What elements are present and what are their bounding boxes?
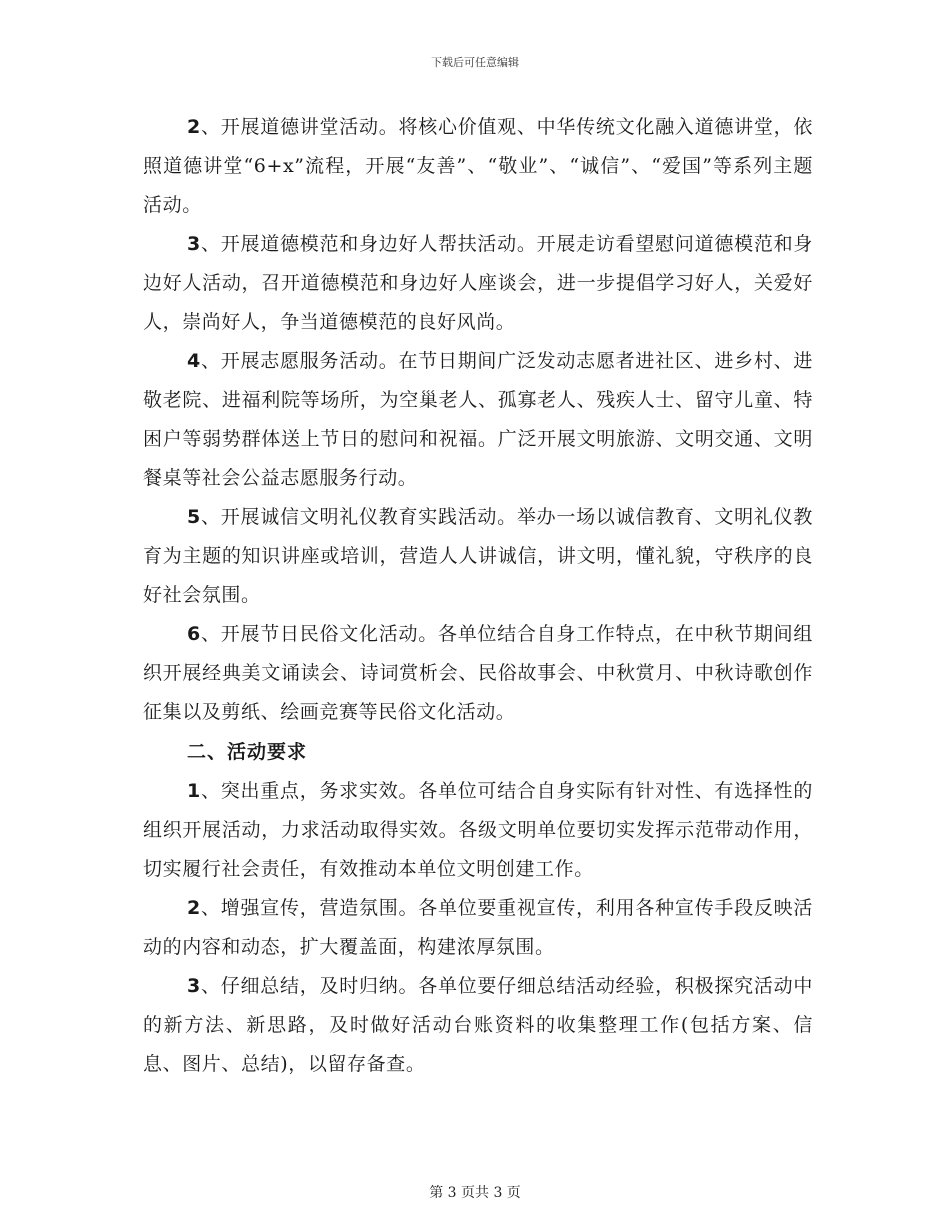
paragraph-number: 2 — [187, 116, 201, 138]
requirement-number: 3 — [187, 975, 201, 997]
paragraph-item-2 — [143, 108, 813, 225]
requirement-number: 1 — [187, 780, 201, 802]
requirement-number: 2 — [187, 897, 201, 919]
paragraph-item-5 — [143, 498, 813, 615]
paragraph-text: 、开展节日民俗文化活动。各单位结合自身工作特点，在中秋节期间组织开展经典美文诵读会、诗词赏析会、民俗故事会、中秋赏月、中秋诗歌创作征集以及剪纸、绘画竞赛等民俗文化活动。 — [143, 623, 813, 723]
paragraph-item-4 — [143, 342, 813, 498]
paragraph-number: 3 — [187, 233, 201, 255]
paragraph-text: 、开展道德讲堂活动。将核心价值观、中华传统文化融入道德讲堂，依照道德讲堂“6+x”流程，开展“友善”、“敬业”、“诚信”、“爱国”等系列主题活动。 — [143, 116, 813, 216]
requirement-text: 、突出重点，务求实效。各单位可结合自身实际有针对性、有选择性的组织开展活动，力求活动取得实效。各级文明单位要切实发挥示范带动作用，切实履行社会责任，有效推动本单位文明创建工作。 — [143, 780, 813, 880]
page-footer: 第 3 页共 3 页 — [429, 1185, 521, 1201]
paragraph-number: 4 — [187, 350, 201, 372]
requirement-text: 、增强宣传，营造氛围。各单位要重视宣传，利用各种宣传手段反映活动的内容和动态，扩大覆盖面，构建浓厚氛围。 — [143, 897, 813, 958]
paragraph-item-6 — [143, 615, 813, 732]
paragraph-text: 、开展志愿服务活动。在节日期间广泛发动志愿者进社区、进乡村、进敬老院、进福利院等场所，为空巢老人、孤寡老人、残疾人士、留守儿童、特困户等弱势群体送上节日的慰问和祝福。广泛开展文明旅游、文明交通、文明餐桌等社会公益志愿服务行动。 — [143, 350, 813, 489]
paragraph-number: 6 — [187, 623, 201, 645]
paragraph-item-3 — [143, 225, 813, 342]
requirement-item-2 — [143, 889, 813, 967]
requirement-text: 、仔细总结，及时归纳。各单位要仔细总结活动经验，积极探究活动中的新方法、新思路，及时做好活动台账资料的收集整理工作(包括方案、信息、图片、总结)，以留存备查。 — [143, 975, 813, 1075]
paragraph-text: 、开展道德模范和身边好人帮扶活动。开展走访看望慰问道德模范和身边好人活动，召开道德模范和身边好人座谈会，进一步提倡学习好人，关爱好人，崇尚好人，争当道德模范的良好风尚。 — [143, 233, 813, 333]
page-header: 下载后可任意编辑 — [431, 56, 519, 69]
paragraph-text: 、开展诚信文明礼仪教育实践活动。举办一场以诚信教育、文明礼仪教育为主题的知识讲座或培训，营造人人讲诚信，讲文明，懂礼貌，守秩序的良好社会氛围。 — [143, 506, 813, 606]
requirement-item-1 — [143, 772, 813, 889]
paragraph-number: 5 — [187, 506, 201, 528]
section-heading: 二、活动要求 — [187, 741, 308, 763]
requirement-item-3 — [143, 967, 813, 1084]
document-body — [143, 108, 813, 1084]
